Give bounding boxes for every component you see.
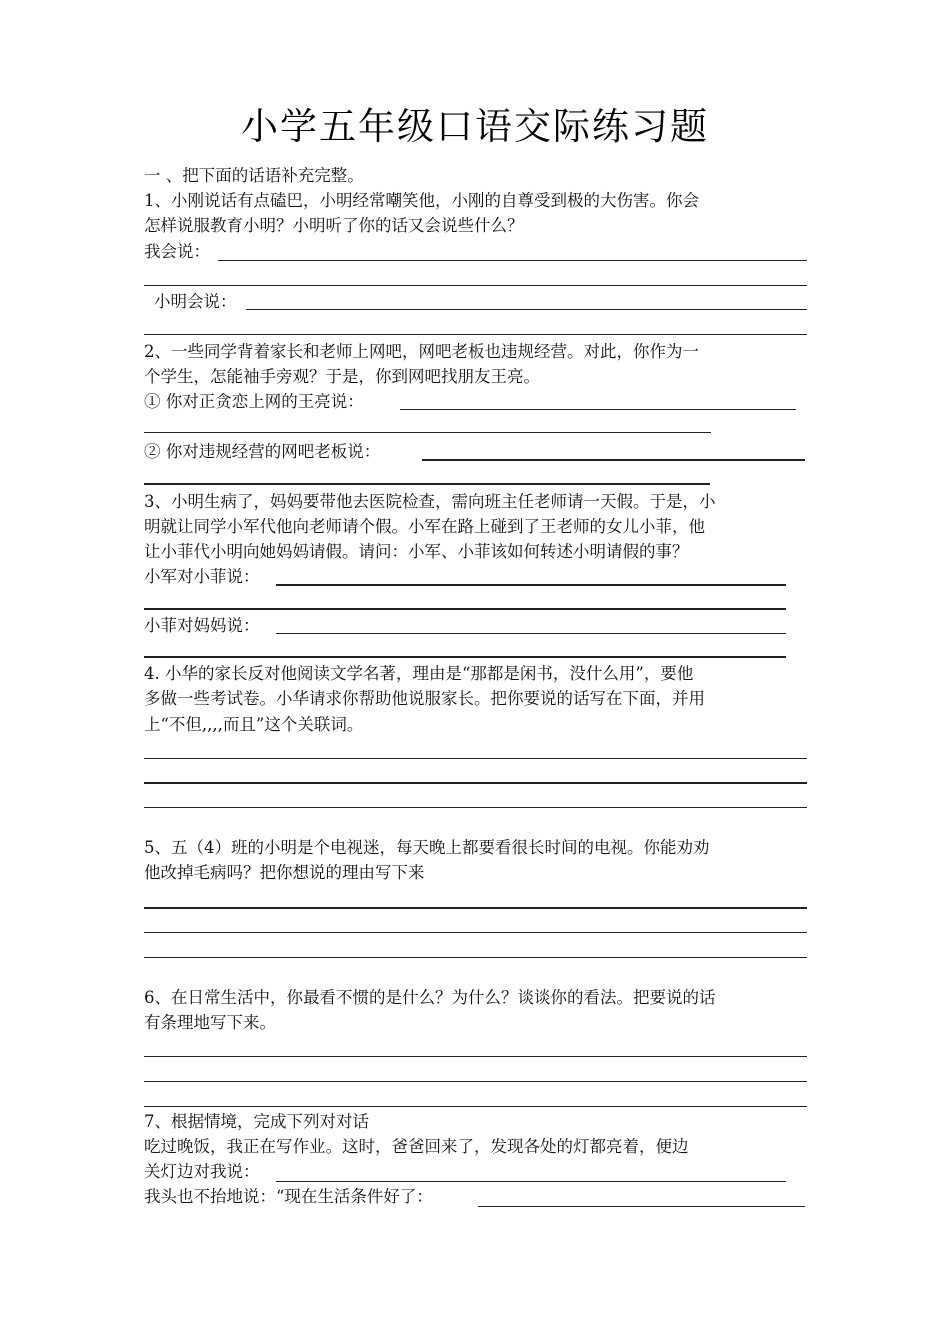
q4-answer-line[interactable]	[144, 782, 807, 784]
q7-prompt-line-4: 我头也不抬地说：“现在生活条件好了：	[144, 1187, 433, 1206]
q5-answer-line[interactable]	[144, 932, 807, 933]
q7-prompt-line-1: 7、根据情境，完成下列对对话	[144, 1112, 369, 1131]
q1-answer-line[interactable]	[144, 285, 807, 286]
q1-answer-line[interactable]	[246, 309, 807, 310]
q5-prompt-line-1: 5、五（4）班的小明是个电视迷，每天晚上都要看很长时间的电视。你能劝劝	[144, 838, 710, 857]
q4-answer-line[interactable]	[144, 807, 807, 808]
q2-answer-line[interactable]	[400, 409, 796, 410]
q4-answer-line[interactable]	[144, 758, 807, 759]
q3-answer-label-xiaojun: 小军对小菲说：	[144, 567, 260, 586]
q1-prompt-line-1: 1、小刚说话有点磕巴，小明经常嘲笑他，小刚的自尊受到极的大伤害。你会	[144, 191, 699, 210]
q1-answer-label-me: 我会说：	[144, 242, 210, 261]
q7-prompt-line-3: 关灯边对我说：	[144, 1162, 260, 1181]
q5-answer-line[interactable]	[144, 907, 807, 909]
q3-prompt-line-2: 明就让同学小军代他向老师请个假。小军在路上碰到了王老师的女儿小菲，他	[144, 517, 705, 536]
q5-answer-line[interactable]	[144, 957, 807, 958]
q3-answer-line[interactable]	[144, 608, 786, 610]
q4-prompt-line-3: 上“不但,,,,而且”这个关联词。	[144, 715, 364, 734]
page-title: 小学五年级口语交际练习题	[241, 105, 709, 148]
q2-prompt-line-1: 2、一些同学背着家长和老师上网吧，网吧老板也违规经营。对此，你作为一	[144, 342, 699, 361]
q1-prompt-line-2: 怎样说服教育小明？小明听了你的话又会说些什么？	[144, 216, 524, 235]
q6-answer-line[interactable]	[144, 1081, 807, 1082]
section-heading: 一 、把下面的话语补充完整。	[144, 166, 364, 185]
q2-answer-label-owner: ② 你对违规经营的网吧老板说：	[144, 442, 381, 461]
q6-prompt-line-1: 6、在日常生活中，你最看不惯的是什么？为什么？谈谈你的看法。把要说的话	[144, 988, 716, 1007]
q2-answer-line[interactable]	[144, 483, 710, 485]
q2-prompt-line-2: 个学生，怎能袖手旁观？于是，你到网吧找朋友王亮。	[144, 367, 540, 386]
q2-answer-label-wangliang: ① 你对正贪恋上网的王亮说：	[144, 392, 364, 411]
q6-prompt-line-2: 有条理地写下来。	[144, 1013, 276, 1032]
q1-answer-line[interactable]	[144, 334, 807, 335]
q3-answer-label-xiaofei: 小菲对妈妈说：	[144, 616, 260, 635]
q2-answer-line[interactable]	[422, 459, 805, 461]
q3-answer-line[interactable]	[276, 584, 786, 586]
q1-answer-line[interactable]	[218, 260, 807, 261]
q3-answer-line[interactable]	[144, 656, 786, 658]
q7-answer-line[interactable]	[276, 1181, 786, 1182]
q7-answer-line[interactable]	[478, 1206, 805, 1207]
q4-prompt-line-2: 多做一些考试卷。小华请求你帮助他说服家长。把你要说的话写在下面，并用	[144, 689, 705, 708]
q7-prompt-line-2: 吃过晚饭，我正在写作业。这时，爸爸回来了，发现各处的灯都亮着，便边	[144, 1137, 689, 1156]
q3-prompt-line-3: 让小菲代小明向她妈妈请假。请问：小军、小菲该如何转述小明请假的事？	[144, 542, 689, 561]
q5-prompt-line-2: 他改掉毛病吗？把你想说的理由写下来	[144, 863, 425, 882]
q6-answer-line[interactable]	[144, 1106, 807, 1107]
q3-answer-line[interactable]	[276, 633, 786, 634]
q4-prompt-line-1: 4. 小华的家长反对他阅读文学名著，理由是“那都是闲书，没什么用”，要他	[144, 664, 694, 683]
q2-answer-line[interactable]	[144, 432, 711, 433]
q6-answer-line[interactable]	[144, 1056, 807, 1057]
q3-prompt-line-1: 3、小明生病了，妈妈要带他去医院检查，需向班主任老师请一天假。于是，小	[144, 492, 716, 511]
q1-answer-label-xiaoming: 小明会说：	[154, 292, 237, 311]
